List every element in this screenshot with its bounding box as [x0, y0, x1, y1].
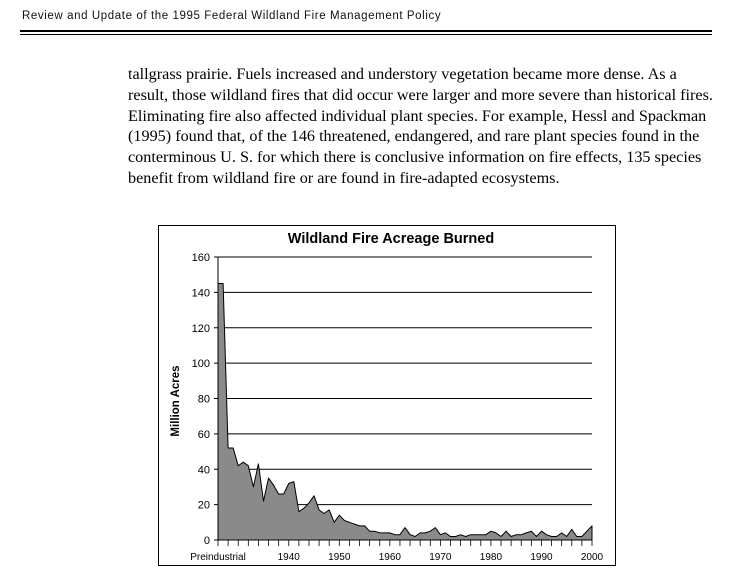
y-tick-label-60: 60: [197, 428, 210, 441]
y-tick-label-160: 160: [191, 252, 210, 264]
running-header-title: Review and Update of the 1995 Federal Wildland Fire Management Policy: [22, 10, 442, 22]
y-tick-label-120: 120: [191, 322, 210, 335]
x-tick-label-2000: 2000: [580, 552, 604, 563]
data-area-layer: [218, 284, 592, 541]
x-tick-label-preindustrial: Preindustrial: [190, 552, 246, 563]
header-rule-thin: [20, 34, 712, 35]
header-rule-thick: [20, 30, 712, 32]
y-tick-label-20: 20: [197, 499, 210, 512]
chart-frame: [158, 225, 616, 566]
y-tick-labels: [192, 252, 210, 547]
area-chart: [159, 226, 615, 565]
y-tick-label-100: 100: [191, 358, 210, 371]
x-tick-label-1960: 1960: [378, 552, 401, 563]
x-tick-label-1970: 1970: [429, 552, 452, 563]
y-tick-label-140: 140: [191, 287, 210, 300]
x-tick-label-1950: 1950: [328, 552, 351, 563]
x-tick-label-1980: 1980: [479, 552, 503, 563]
body-paragraph: tallgrass prairie. Fuels increased and understory vegetation became more dense. As a result, those wildland fires that did occur were larger and more severe than historical fires. Eliminating fire also affected individual plant species. For example, Hessl and Spackman (1995) found that, of the 146 threatened, endangered, and rare plant species found in the conterminous U. S. for which there is conclusive information on fire effects, 135 species benefit from wildland fire or are found in fire-adapted ecosystems.: [128, 65, 713, 187]
chart-title: Wildland Fire Acreage Burned: [287, 231, 495, 247]
x-tick-labels: [190, 552, 603, 563]
x-tick-label-1940: 1940: [277, 552, 300, 563]
y-tick-label-80: 80: [197, 393, 210, 406]
gridlines: [218, 257, 592, 505]
y-tick-label-40: 40: [197, 464, 210, 477]
running-header: [22, 10, 441, 22]
y-axis-label: Million Acres: [170, 365, 182, 437]
series-area-acres-burned: [218, 284, 592, 541]
y-tick-label-0: 0: [203, 535, 210, 547]
x-tick-label-1990: 1990: [530, 552, 553, 563]
